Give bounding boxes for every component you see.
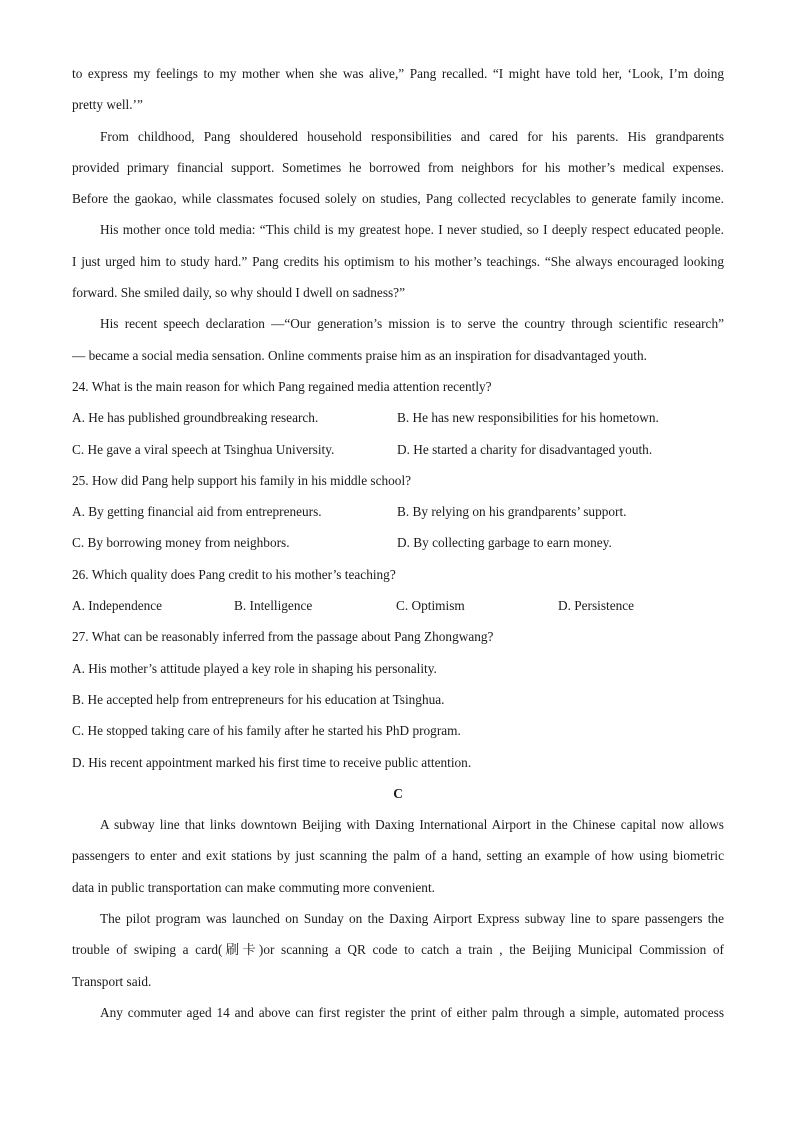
passage-line: His recent speech declaration —“Our generation’s mission is to serve the country through scientific research” [100, 316, 724, 332]
question-stem: 26. Which quality does Pang credit to his mother’s teaching? [72, 566, 396, 582]
passage-line: A subway line that links downtown Beijing with Daxing International Airport in the Chinese capital now allows [100, 817, 724, 833]
passage-line: — became a social media sensation. Online comments praise him as an inspiration for disadvantaged youth. [72, 347, 647, 363]
option-d: D. His recent appointment marked his first time to receive public attention. [72, 754, 472, 770]
option-c: C. Optimism [396, 598, 465, 614]
option-b: B. He accepted help from entrepreneurs for his education at Tsinghua. [72, 691, 445, 707]
passage-line: trouble of swiping a card(刷卡)or scanning a QR code to catch a train , the Beijing Municipal Commission of [72, 942, 724, 958]
passage-line: His mother once told media: “This child is my greatest hope. I never studied, so I deeply respect educated people. [100, 222, 724, 238]
passage-line: provided primary financial support. Sometimes he borrowed from neighbors for his mother’s medical expenses. [72, 159, 724, 175]
option-c: C. He gave a viral speech at Tsinghua University. [72, 441, 335, 457]
option-b: B. By relying on his grandparents’ support. [397, 504, 627, 520]
passage-line: From childhood, Pang shouldered household responsibilities and cared for his parents. His grandparents [100, 128, 724, 144]
option-c: C. By borrowing money from neighbors. [72, 535, 290, 551]
passage-line: Transport said. [72, 973, 152, 989]
question-stem: 24. What is the main reason for which Pang regained media attention recently? [72, 378, 492, 394]
passage-line: passengers to enter and exit stations by just scanning the palm of a hand, setting an example of how using biometric [72, 848, 724, 864]
passage-line: The pilot program was launched on Sunday on the Daxing Airport Express subway line to spare passengers the [100, 911, 724, 927]
passage-line: to express my feelings to my mother when she was alive,” Pang recalled. “I might have told her, ‘Look, I’m doing [72, 66, 724, 81]
question-stem: 25. How did Pang help support his family in his middle school? [72, 472, 412, 488]
option-a: A. He has published groundbreaking research. [72, 410, 319, 426]
option-d: D. By collecting garbage to earn money. [397, 535, 612, 551]
option-b: B. Intelligence [234, 598, 313, 614]
passage-line: I just urged him to study hard.” Pang credits his optimism to his mother’s teachings. “She always encouraged looking [72, 253, 724, 269]
option-a: A. By getting financial aid from entrepreneurs. [72, 504, 322, 520]
option-row [72, 527, 724, 558]
passage-line: Before the gaokao, while classmates focused solely on studies, Pang collected recyclables to generate family income. [72, 191, 724, 207]
section-heading: C [393, 785, 403, 801]
option-d: D. Persistence [558, 598, 635, 614]
passage-line: pretty well.’” [72, 97, 143, 113]
question-stem: 27. What can be reasonably inferred from the passage about Pang Zhongwang? [72, 629, 494, 645]
option-row [72, 496, 724, 527]
option-a: A. Independence [72, 598, 163, 614]
passage-line: Any commuter aged 14 and above can first register the print of either palm through a simple, automated process [100, 1004, 724, 1020]
option-a: A. His mother’s attitude played a key role in shaping his personality. [72, 660, 437, 676]
option-c: C. He stopped taking care of his family after he started his PhD program. [72, 723, 461, 739]
exam-page [72, 58, 724, 1028]
option-b: B. He has new responsibilities for his hometown. [397, 410, 659, 426]
option-row [72, 434, 724, 465]
passage-line: forward. She smiled daily, so why should I dwell on sadness?” [72, 285, 405, 301]
option-row [72, 590, 724, 621]
passage-line: data in public transportation can make commuting more convenient. [72, 879, 435, 895]
option-row [72, 402, 724, 433]
option-d: D. He started a charity for disadvantaged youth. [397, 441, 653, 457]
